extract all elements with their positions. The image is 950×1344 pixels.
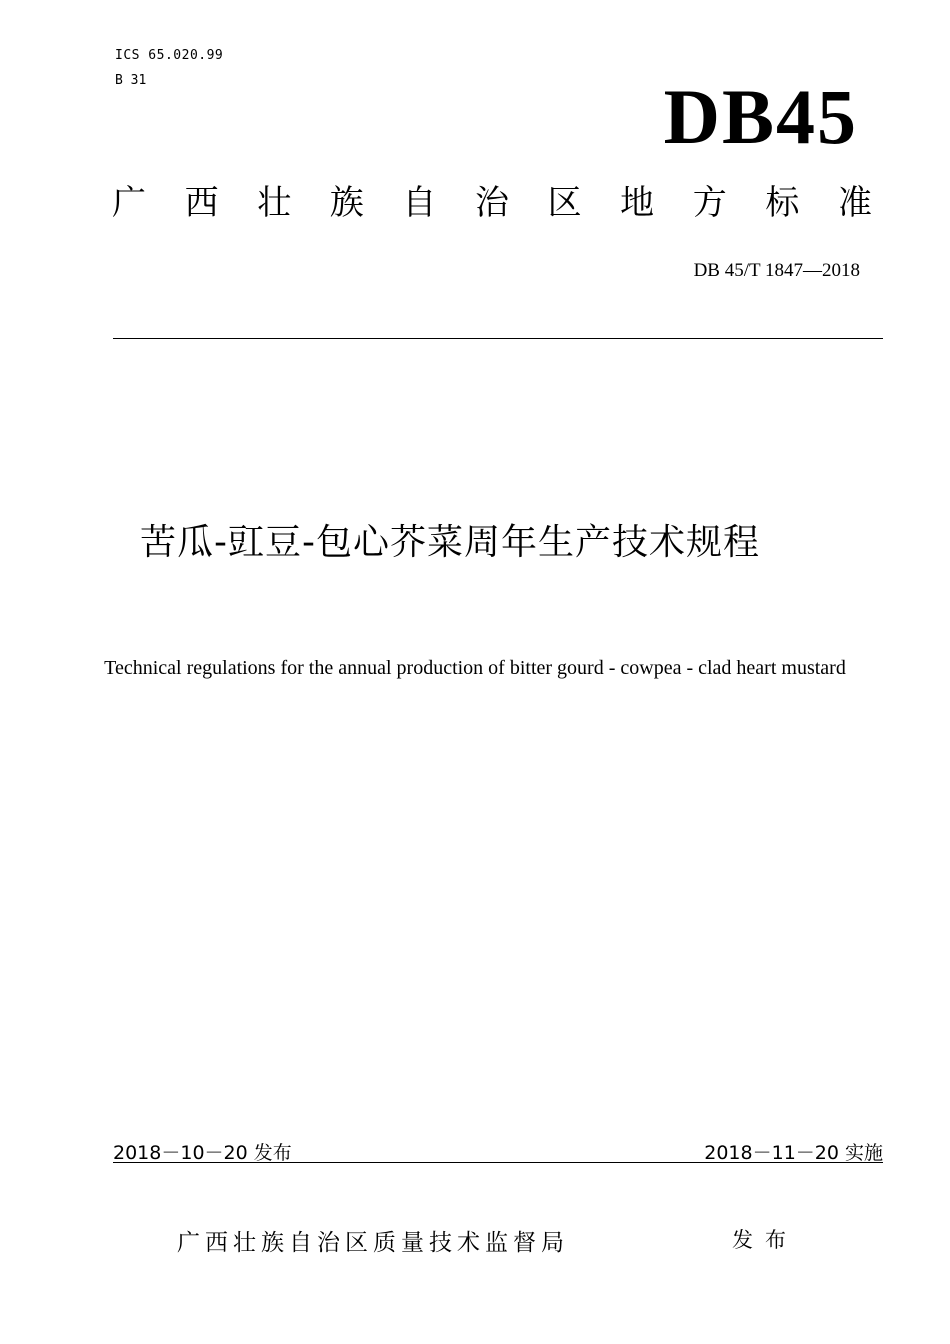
standard-type-heading [112, 183, 872, 223]
standard-number: DB 45/T 1847—2018 [693, 260, 860, 281]
classification-code: B 31 [115, 73, 147, 88]
standard-type-char: 区 [547, 183, 582, 223]
date-row [113, 1138, 883, 1165]
document-title-english: Technical regulations for the annual production of bitter gourd - cowpea - clad heart mustard [104, 657, 846, 679]
issue-date: 2018－10－20 发布 [113, 1142, 292, 1164]
implementation-date: 2018－11－20 实施 [704, 1142, 883, 1164]
standard-type-char: 广 [112, 183, 146, 223]
ics-code: ICS 65.020.99 [115, 48, 224, 63]
standard-type-char: 壮 [257, 183, 292, 223]
standard-type-char: 治 [474, 183, 509, 223]
standard-logo: DB45 [663, 73, 858, 160]
standard-type-char: 标 [765, 183, 800, 223]
standard-type-char: 地 [620, 183, 655, 223]
standard-type-char: 方 [692, 183, 727, 223]
footer-divider [113, 1162, 883, 1163]
standard-type-char: 自 [402, 183, 437, 223]
standard-type-char: 西 [184, 183, 219, 223]
document-title-chinese: 苦瓜-豇豆-包心芥菜周年生产技术规程 [140, 522, 760, 563]
header-divider [113, 338, 883, 339]
standard-type-char: 准 [837, 183, 872, 223]
standard-type-char: 族 [329, 183, 364, 223]
publisher-name: 广西壮族自治区质量技术监督局 [177, 1230, 569, 1256]
publish-label: 发布 [732, 1228, 798, 1252]
